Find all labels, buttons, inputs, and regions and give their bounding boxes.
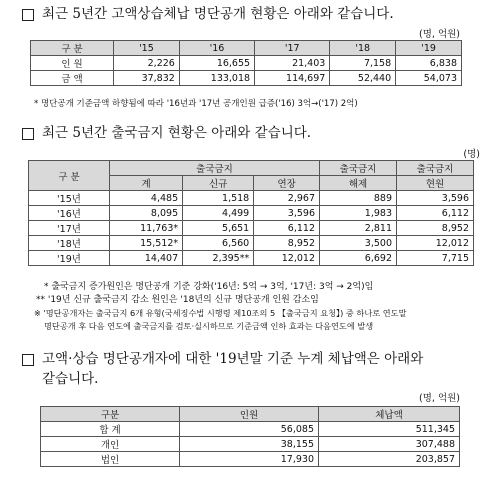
cell: 37,832 [114, 71, 180, 86]
note-line: * 출국금지 증가원인은 명단공개 기준 강화('16년: 5억 → 3억, '17년: 3억 → 2억)임 [44, 282, 374, 292]
row-label: 인 원 [31, 56, 114, 71]
checkbox-icon [22, 128, 34, 140]
cell: 307,488 [319, 437, 460, 452]
table-row [41, 422, 460, 437]
header-cell: 출국금지 [320, 161, 397, 176]
cell: 12,012 [397, 236, 474, 251]
section3-table [40, 406, 460, 467]
table-row [41, 452, 460, 467]
section2-heading-text: 최근 5년간 출국금지 현황은 아래와 같습니다. [42, 125, 312, 141]
table-row [31, 71, 462, 86]
section1-note: * 명단공개 기준금액 하향됨에 따라 '16년과 '17년 공개인원 급증('16) 3억→('17) 2억) [34, 99, 358, 109]
section3-heading-line2: 같습니다. [42, 371, 99, 387]
cell: 2,967 [254, 191, 320, 206]
section3-heading-line1: 고액·상습 명단공개자에 대한 '19년말 기준 누계 체납액은 아래와 [42, 351, 424, 367]
row-label: 법인 [41, 452, 180, 467]
header-cell: 출국금지 [110, 161, 320, 176]
header-cell: '16 [179, 41, 254, 56]
cell: 21,403 [255, 56, 330, 71]
cell: 6,112 [254, 221, 320, 236]
table-row [31, 56, 462, 71]
table-header-row [29, 161, 474, 176]
header-cell: 구분 [41, 407, 180, 422]
header-cell: 구 분 [29, 161, 110, 191]
cell: 17,930 [180, 452, 319, 467]
cell: 15,512* [110, 236, 183, 251]
cell: 3,596 [254, 206, 320, 221]
header-cell: 체납액 [319, 407, 460, 422]
row-label: '17년 [29, 221, 110, 236]
section2-unit: (명) [463, 149, 480, 160]
section3-unit: (명, 억원) [419, 393, 460, 404]
cell: 8,952 [397, 221, 474, 236]
cell: 8,095 [110, 206, 183, 221]
header-cell: '19 [396, 41, 462, 56]
note-line: ** '19년 신규 출국금지 감소 원인은 '18년의 신규 명단공개 인원 감소임 [36, 295, 319, 305]
row-label: '18년 [29, 236, 110, 251]
cell: 6,112 [397, 206, 474, 221]
row-label: 개인 [41, 437, 180, 452]
table-row [29, 206, 474, 221]
table-header-row [41, 407, 460, 422]
section1-heading [22, 5, 394, 23]
cell: 4,499 [183, 206, 254, 221]
table-row [41, 437, 460, 452]
cell: 12,012 [254, 251, 320, 266]
table-row [29, 221, 474, 236]
cell: 511,345 [319, 422, 460, 437]
cell: 1,518 [183, 191, 254, 206]
cell: 38,155 [180, 437, 319, 452]
note-line: 명단공개 후 다음 연도에 출국금지를 검토·실시하므로 기준금액 인하 효과는 다음연도에 발생 [44, 321, 374, 331]
header-cell: '15 [114, 41, 180, 56]
header-cell: 계 [110, 176, 183, 191]
row-label: '19년 [29, 251, 110, 266]
header-cell: 해제 [320, 176, 397, 191]
header-cell: 출국금지 [397, 161, 474, 176]
table-header-row [31, 41, 462, 56]
cell: 114,697 [255, 71, 330, 86]
section1-table [30, 40, 462, 86]
cell: 1,983 [320, 206, 397, 221]
cell: 889 [320, 191, 397, 206]
cell: 2,226 [114, 56, 180, 71]
cell: 133,018 [179, 71, 254, 86]
cell: 56,085 [180, 422, 319, 437]
cell: 8,952 [254, 236, 320, 251]
cell: 16,655 [179, 56, 254, 71]
section3-heading [22, 350, 423, 368]
cell: 7,158 [330, 56, 396, 71]
header-cell: 구 분 [31, 41, 114, 56]
cell: 6,692 [320, 251, 397, 266]
cell: 3,596 [397, 191, 474, 206]
cell: 54,073 [396, 71, 462, 86]
checkbox-icon [22, 9, 34, 21]
cell: 2,395** [183, 251, 254, 266]
header-cell: '18 [330, 41, 396, 56]
header-cell: 신규 [183, 176, 254, 191]
cell: 3,500 [320, 236, 397, 251]
header-cell: 현원 [397, 176, 474, 191]
header-cell: '17 [255, 41, 330, 56]
section1-unit: (명, 억원) [419, 29, 460, 40]
cell: 6,560 [183, 236, 254, 251]
section1-heading-text: 최근 5년간 고액상습체납 명단공개 현황은 아래와 같습니다. [42, 6, 394, 22]
table-row [29, 191, 474, 206]
cell: 203,857 [319, 452, 460, 467]
header-cell: 연장 [254, 176, 320, 191]
row-label: 합 계 [41, 422, 180, 437]
cell: 5,651 [183, 221, 254, 236]
row-label: '15년 [29, 191, 110, 206]
cell: 14,407 [110, 251, 183, 266]
cell: 6,838 [396, 56, 462, 71]
note-line: ※ '명단공개자는 출국금지 6개 유형(국세징수법 시행령 제10조의 5 【출국금지 요청】) 중 하나로 연도말 [34, 308, 407, 318]
table-row [29, 251, 474, 266]
row-label: 금 액 [31, 71, 114, 86]
cell: 52,440 [330, 71, 396, 86]
cell: 11,763* [110, 221, 183, 236]
header-cell: 인원 [180, 407, 319, 422]
cell: 4,485 [110, 191, 183, 206]
table-row [29, 236, 474, 251]
section2-notes [34, 281, 406, 333]
section2-heading [22, 124, 311, 142]
section2-table [28, 160, 474, 266]
cell: 2,811 [320, 221, 397, 236]
cell: 7,715 [397, 251, 474, 266]
checkbox-icon [22, 354, 34, 366]
row-label: '16년 [29, 206, 110, 221]
